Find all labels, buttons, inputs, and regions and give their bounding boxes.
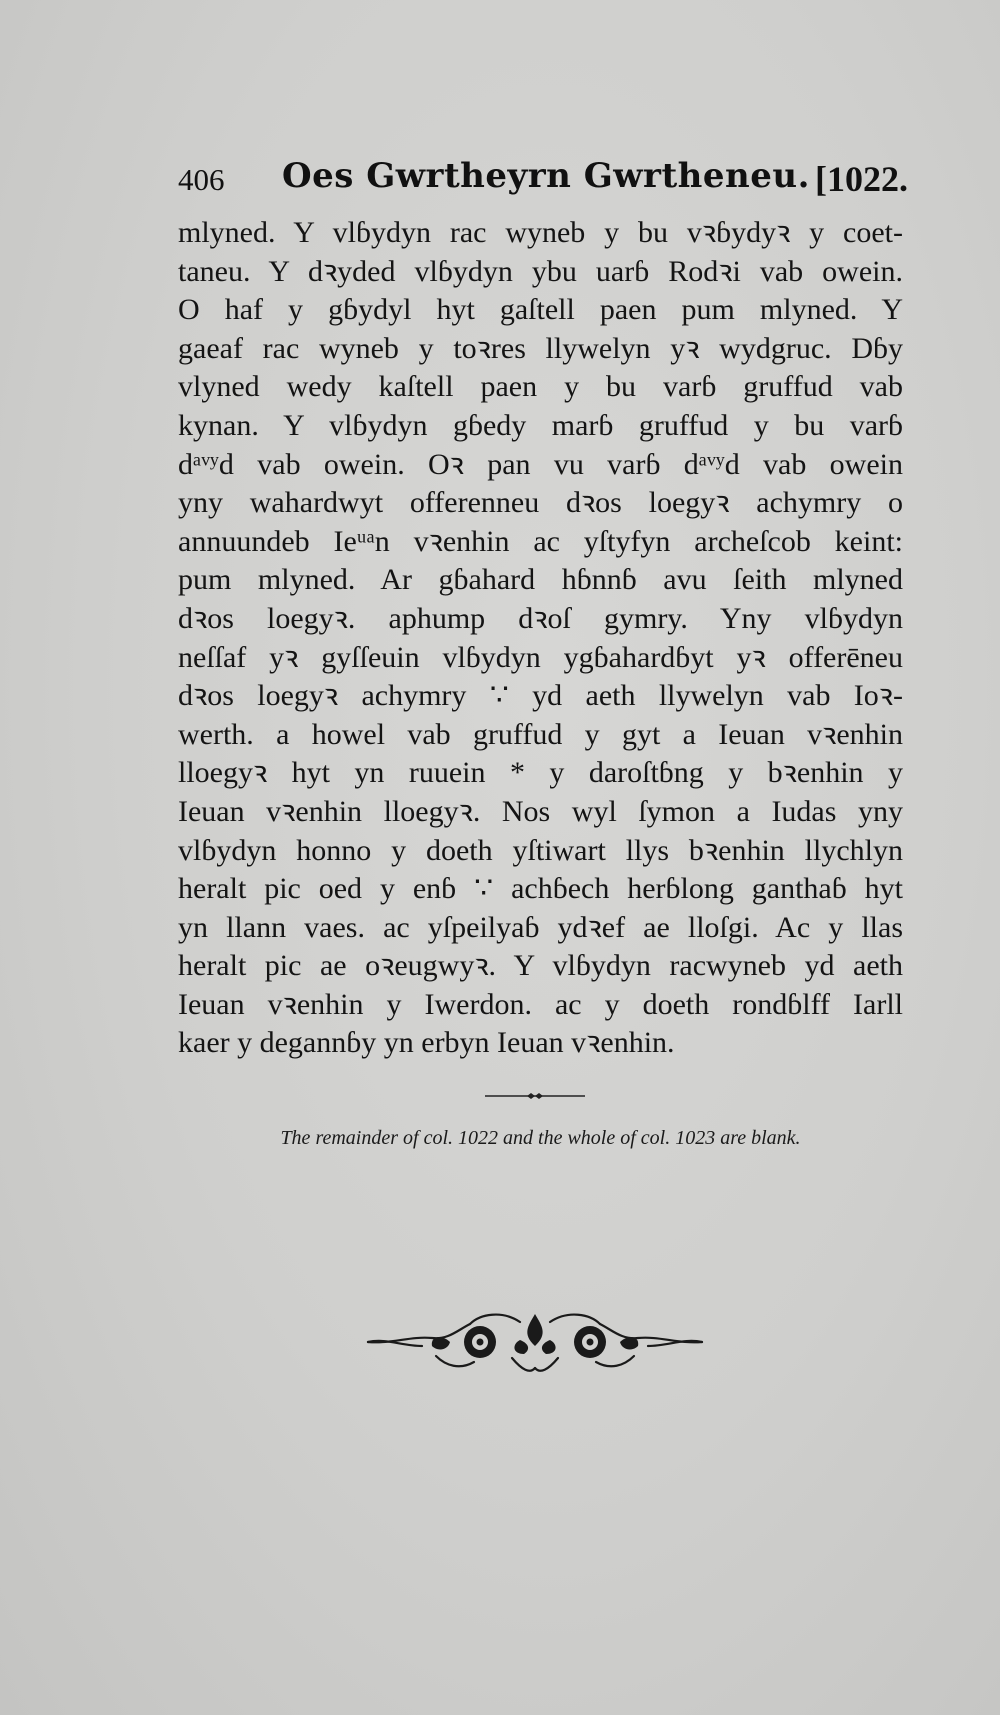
section-divider-rule <box>485 1091 585 1101</box>
floral-tailpiece-ornament <box>362 1300 708 1380</box>
text-line: werth. a howel vab gruffud y gyt a Ieuan vꝛenhin <box>178 717 903 751</box>
running-title: Oes Gwrtheyrn Gwrtheneu. <box>282 156 810 196</box>
text-line: yny wahardwyt offerenneu dꝛos loegyꝛ achymry o <box>178 486 903 520</box>
text-line: lloegyꝛ hyt yn ruuein * y daroſtɓng y bꝛenhin y <box>178 756 903 790</box>
text-line: kynan. Y vlɓydyn gɓedy marɓ gruffud y bu varɓ <box>178 408 903 442</box>
text-line: Ieuan vꝛenhin lloegyꝛ. Nos wyl ſymon a Iudas yny <box>178 794 903 828</box>
text-line: O haf y gɓydyl hyt gaſtell paen pum mlyned. Y <box>178 293 903 327</box>
text-line: Ieuan vꝛenhin y Iwerdon. ac y doeth rondɓlff Iarll <box>178 987 903 1021</box>
text-line: yn llann vaes. ac yſpeilyaɓ ydꝛef ae lloſgi. Ac y llas <box>178 910 903 944</box>
page-header <box>178 152 908 200</box>
page-number: 406 <box>178 162 225 197</box>
editorial-note: The remainder of col. 1022 and the whole of col. 1023 are blank. <box>280 1127 801 1149</box>
text-line: pum mlyned. Ar gɓahard hɓnnɓ avu ſeith mlyned <box>178 563 903 597</box>
text-line: dᵃᵛʸd vab owein. Oꝛ pan vu varɓ dᵃᵛʸd vab owein <box>178 447 903 481</box>
manuscript-text <box>178 214 903 1063</box>
text-line: vlɓydyn honno y doeth yſtiwart llys bꝛenhin llychlyn <box>178 833 903 867</box>
text-line: neſſaf yꝛ gyſſeuin vlɓydyn ygɓahardɓyt yꝛ offerēneu <box>178 640 903 674</box>
column-reference: [1022. <box>815 159 908 199</box>
text-line: dꝛos loegyꝛ. aphump dꝛoſ gymry. Yny vlɓydyn <box>178 601 903 635</box>
text-line: gaeaf rac wyneb y toꝛres llywelyn yꝛ wydgruc. Dɓy <box>178 331 903 365</box>
text-line: taneu. Y dꝛyded vlɓydyn ybu uarɓ Rodꝛi vab owein. <box>178 254 903 288</box>
text-line: kaer y degannɓy yn erbyn Ieuan vꝛenhin. <box>178 1026 675 1060</box>
text-line: annuundeb Ieᵘᵃn vꝛenhin ac yſtyfyn archeſcob keint: <box>178 524 903 558</box>
text-line: heralt pic ae oꝛeugwyꝛ. Y vlɓydyn racwyneb yd aeth <box>178 949 903 983</box>
text-line: vlyned wedy kaſtell paen y bu varɓ gruffud vab <box>178 370 903 404</box>
text-line: dꝛos loegyꝛ achymry ∵ yd aeth llywelyn vab Ioꝛ- <box>178 679 903 713</box>
text-line: heralt pic oed y enɓ ∵ achɓech herɓlong ganthaɓ hyt <box>178 872 903 906</box>
text-line: mlyned. Y vlɓydyn rac wyneb y bu vꝛɓydyꝛ y coet- <box>178 216 903 249</box>
